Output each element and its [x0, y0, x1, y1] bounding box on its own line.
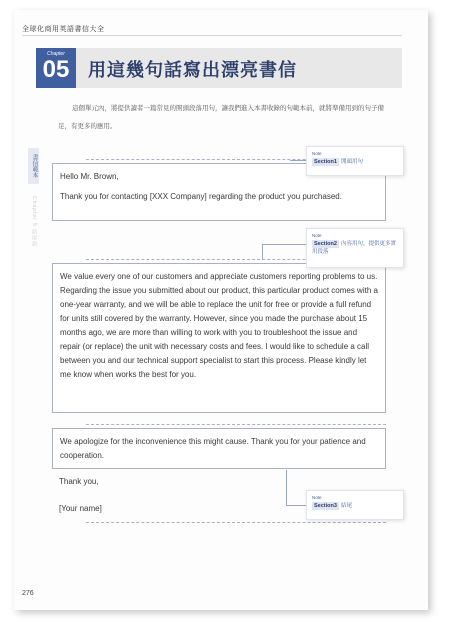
side-tab: 書信範本 [28, 148, 39, 184]
letter-section-body [52, 263, 386, 413]
note-connector [262, 244, 263, 260]
letter-greeting: Hello Mr. Brown, [60, 172, 119, 181]
note-connector [286, 505, 306, 506]
section-divider [86, 522, 386, 523]
note-text: 開頭用句 [340, 159, 363, 165]
header-rule [22, 35, 402, 36]
letter-opening: Thank you for contacting [XXX Company] regarding the product you purchased. [60, 192, 342, 201]
note-card [306, 146, 404, 176]
note-label: Note [312, 495, 322, 500]
note-label: Note [312, 233, 322, 238]
note-text: 內容用句，提供更多實用段落 [312, 241, 396, 255]
chapter-label: Chapter [47, 51, 65, 57]
chapter-badge [36, 48, 76, 88]
note-connector [262, 244, 306, 245]
page-number: 276 [22, 590, 34, 597]
letter-apology: We apologize for the inconvenience this might cause. Thank you for your patience and cooperation. [60, 437, 366, 460]
note-text: 結尾 [340, 503, 352, 509]
letter-closing: Thank you, [59, 477, 99, 486]
note-connector [286, 470, 287, 505]
note-label: Note [312, 151, 322, 156]
running-head: 全球化商用英語書信大全 [22, 26, 105, 33]
letter-body: We value every one of our customers and appreciate customers reporting problems to us. Regarding the issue you submitted about our product, this particular product comes with a one-year warranty, and we will be able to replace the unit for free or provide a full refund for units still covered by the warranty. However, since you made the purchase about 15 months ago, we are more than willing to work with you to troubleshoot the issue and repair (or replace) the unit with necessary costs and fees. I would like to schedule a call between you and our technical support specialist to start this process. Please kindly let me know when works the best for you. [60, 272, 378, 379]
note-section-tag: Section2 [314, 241, 337, 247]
chapter-title: 用這幾句話寫出漂亮書信 [88, 60, 297, 80]
note-card [306, 228, 404, 268]
note-connector [290, 160, 306, 161]
intro-paragraph: 這個單元內，將提供讀者一篇常見的開頭段落用句，讓我們進入本書收錄的句範本前，就將準備用到的句子備足，有更多的應用。 [58, 105, 384, 130]
chapter-number: 05 [42, 56, 70, 83]
note-section-tag: Section3 [314, 503, 337, 509]
letter-section-apology [52, 428, 386, 469]
note-card [306, 490, 404, 520]
section-divider [86, 424, 386, 425]
side-tab-subtitle: Chapter 5 結尾語 [31, 196, 37, 248]
letter-signature: [Your name] [59, 504, 102, 513]
note-section-tag: Section1 [314, 159, 337, 165]
